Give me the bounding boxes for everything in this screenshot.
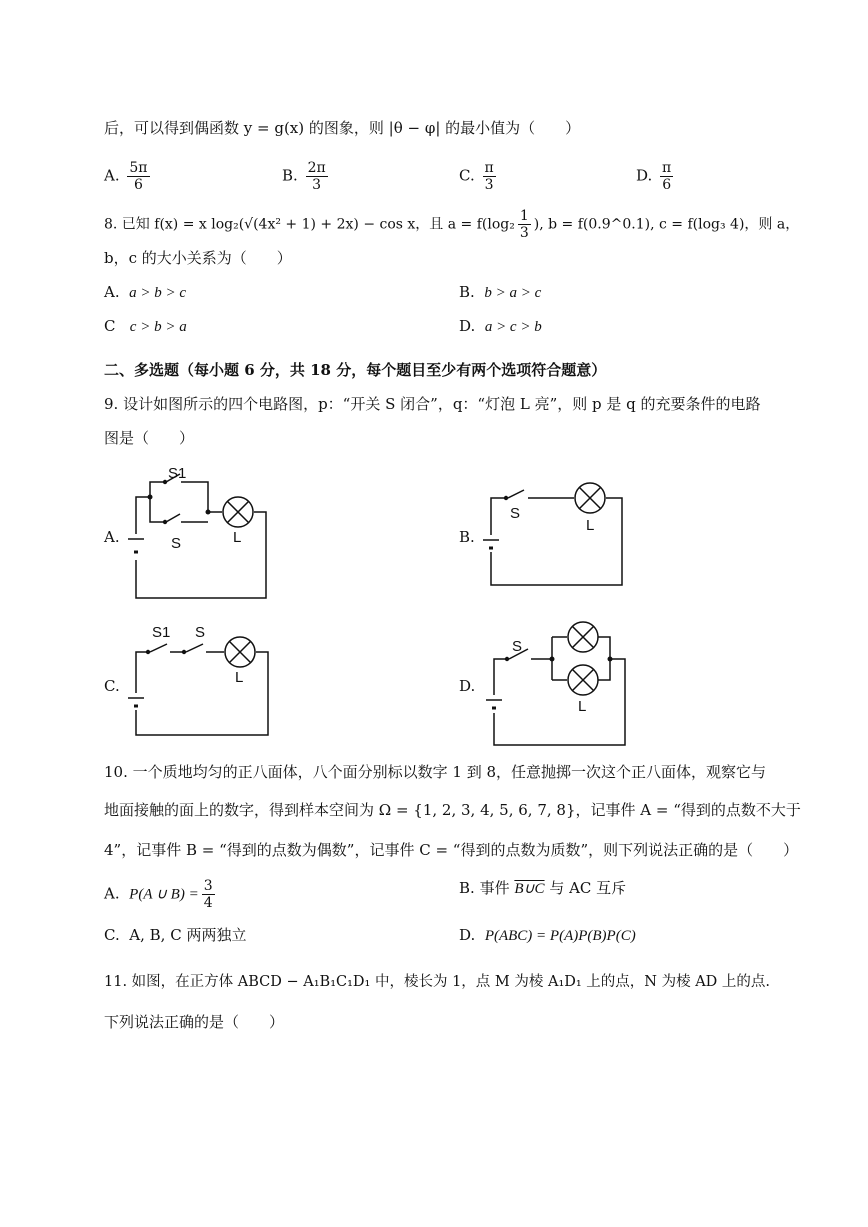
q8-option-c[interactable]: C c > b > a xyxy=(104,317,187,335)
q7-option-c[interactable] xyxy=(459,160,499,193)
option-label: A. xyxy=(104,166,120,185)
q10-line3: 4”，记事件 B = “得到的点数为偶数”，记事件 C = “得到的点数为质数”，则下列说法正确的是（ ） xyxy=(104,841,799,859)
option-label: C. xyxy=(459,166,475,185)
q9-option-c-label[interactable]: C. xyxy=(104,677,120,695)
q7-option-a[interactable] xyxy=(104,160,153,193)
option-label: D. xyxy=(636,166,653,185)
q9-line1: 9. 设计如图所示的四个电路图，p：“开关 S 闭合”，q：“灯泡 L 亮”，则 p 是 q 的充要条件的电路 xyxy=(104,395,761,413)
q9-option-b-label[interactable]: B. xyxy=(459,528,475,546)
lamp-label: L xyxy=(586,517,595,534)
lamp-label: L xyxy=(578,698,587,715)
switch-label-s: S xyxy=(171,535,182,552)
q8-line2: b，c 的大小关系为（ ） xyxy=(104,249,292,267)
q8-option-d[interactable]: D. a > c > b xyxy=(459,317,542,335)
switch-label-s: S xyxy=(195,624,206,641)
circuit-d-diagram xyxy=(480,615,630,750)
circuit-a-diagram xyxy=(125,462,275,602)
switch-label-s1: S1 xyxy=(168,465,187,482)
option-fraction: $\frac{2\pi}{3}$ xyxy=(307,160,326,193)
option-fraction: $\frac{\pi}{6}$ xyxy=(662,160,672,193)
q7-text: 后，可以得到偶函数 y = g(x) 的图象，则 |θ − φ| 的最小值为（ ） xyxy=(104,119,581,137)
option-label: B. xyxy=(282,166,298,185)
q8-option-b[interactable]: B. b > a > c xyxy=(459,283,542,301)
circuit-c-diagram xyxy=(125,620,275,740)
q8-line1-start: 8. 已知 f(x) = x log₂(√(4x² + 1) + 2x) − cos x，且 a = f(log₂ xyxy=(104,216,515,233)
switch-label-s: S xyxy=(512,638,523,655)
switch-label-s: S xyxy=(510,505,521,522)
q9-line2: 图是（ ） xyxy=(104,429,195,447)
q8-fraction: $\frac{1}{3}$ xyxy=(519,208,529,241)
q10-line1: 10. 一个质地均匀的正八面体，八个面分别标以数字 1 到 8，任意抛掷一次这个正八面体，观察它与 xyxy=(104,763,767,781)
section-heading: 二、多选题（每小题 6 分，共 18 分，每个题目至少有两个选项符合题意） xyxy=(104,361,607,379)
q10-option-b[interactable]: B. 事件 B∪C 与 AC 互斥 xyxy=(459,879,627,897)
option-fraction: $\frac{5\pi}{6}$ xyxy=(129,160,148,193)
lamp-label: L xyxy=(233,529,242,546)
q8-line1 xyxy=(104,208,799,241)
option-fraction: $\frac{\pi}{3}$ xyxy=(484,160,494,193)
q9-option-d-label[interactable]: D. xyxy=(459,677,476,695)
q10-option-a[interactable]: A. P(A ∪ B) = $\frac{3}{4}$ xyxy=(104,878,213,911)
q7-option-b[interactable] xyxy=(282,160,331,193)
q8-option-a[interactable]: A. a > b > c xyxy=(104,283,187,301)
q11-line2: 下列说法正确的是（ ） xyxy=(104,1013,285,1031)
q7-option-d[interactable] xyxy=(636,160,676,193)
circuit-b-diagram xyxy=(480,480,630,590)
q10-option-c[interactable]: C. A, B, C 两两独立 xyxy=(104,926,247,944)
q10-line2: 地面接触的面上的数字，得到样本空间为 Ω = {1, 2, 3, 4, 5, 6, 7, 8}，记事件 A = “得到的点数不大于 xyxy=(104,801,801,819)
q11-line1: 11. 如图，在正方体 ABCD − A₁B₁C₁D₁ 中，棱长为 1，点 M 为棱 A₁D₁ 上的点，N 为棱 AD 上的点. xyxy=(104,974,771,990)
switch-label-s1: S1 xyxy=(152,624,171,641)
q9-option-a-label[interactable]: A. xyxy=(104,528,120,546)
lamp-label: L xyxy=(235,669,244,686)
q10-option-d[interactable]: D. P(ABC) = P(A)P(B)P(C) xyxy=(459,926,636,944)
q8-line1-end: ), b = f(0.9^0.1), c = f(log₃ 4)，则 a， xyxy=(533,216,800,233)
